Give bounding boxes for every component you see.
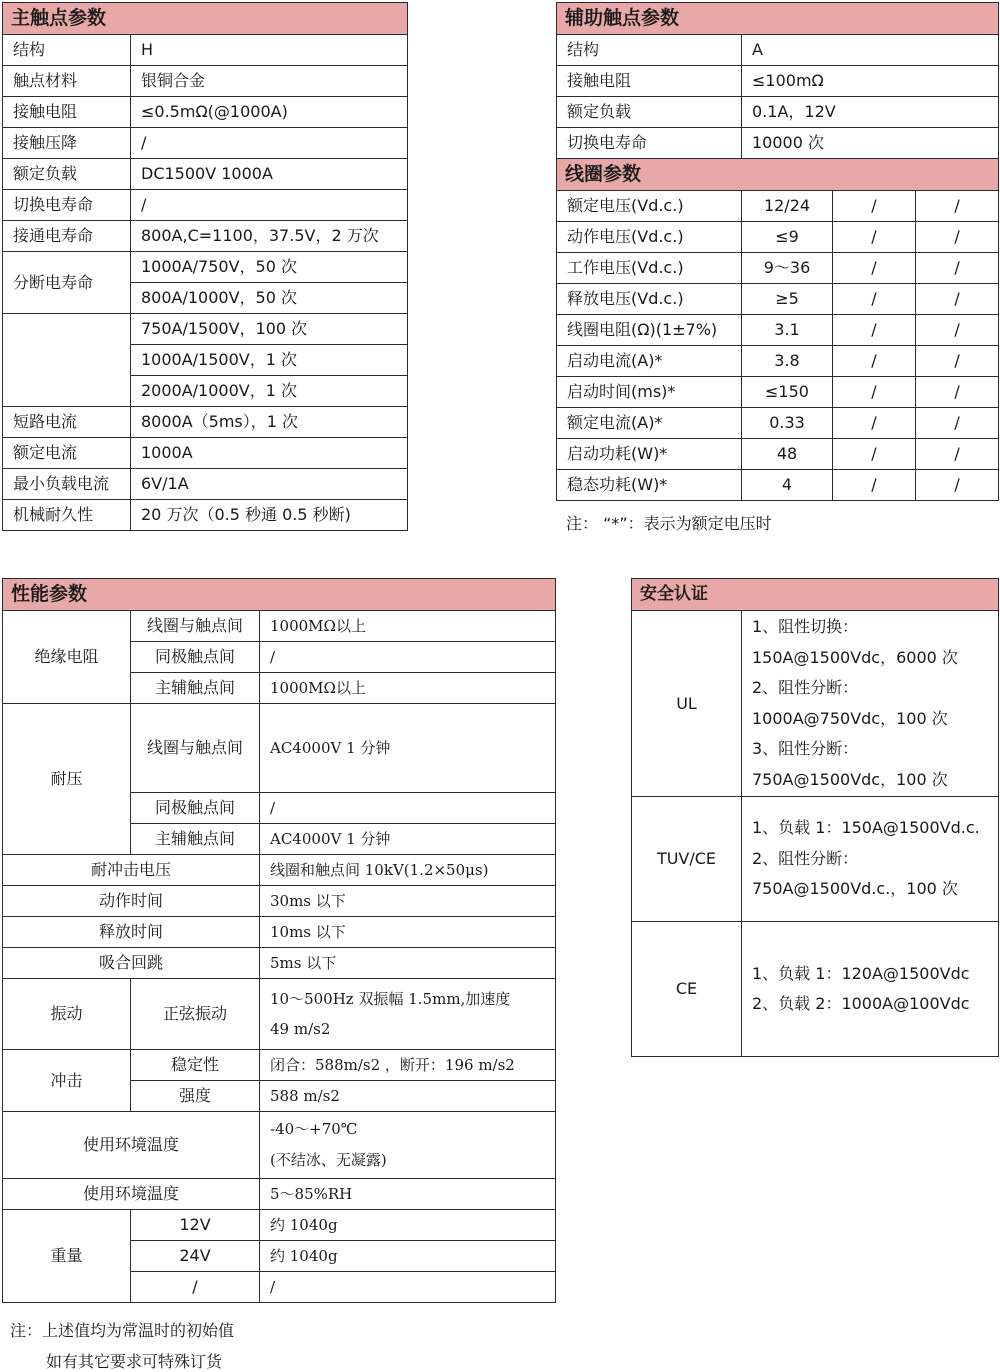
- row-value: DC1500V 1000A: [131, 159, 408, 190]
- row-label: 接触电阻: [557, 66, 742, 97]
- row-value: 1000MΩ以上: [260, 673, 556, 704]
- row-value: 1000A: [131, 438, 408, 469]
- temperature-value-line: -40～+70℃: [270, 1120, 358, 1138]
- row-value: 银铜合金: [131, 66, 408, 97]
- row-value: /: [916, 377, 999, 408]
- table-row: [557, 253, 999, 284]
- row-sublabel: 稳定性: [131, 1050, 260, 1081]
- table-row: [3, 252, 408, 283]
- cert-line: 150A@1500Vdc，6000 次: [752, 647, 958, 667]
- row-value: 4: [742, 470, 833, 501]
- row-label: 释放电压(Vd.c.): [557, 284, 742, 315]
- row-label: 绝缘电阻: [3, 611, 131, 704]
- row-value: 48: [742, 439, 833, 470]
- cert-line: 3、阻性分断：: [752, 739, 859, 758]
- empty-label-cell: [3, 314, 131, 407]
- table-row: [557, 284, 999, 315]
- row-value: 5ms 以下: [260, 948, 556, 979]
- table-row: [557, 35, 999, 66]
- row-value: 12/24: [742, 191, 833, 222]
- row-label: 最小负载电流: [3, 469, 131, 500]
- cert-line: 750A@1500Vdc，100 次: [752, 769, 948, 789]
- row-label: 启动电流(A)*: [557, 346, 742, 377]
- row-value: /: [833, 439, 916, 470]
- cert-detail: [742, 922, 999, 1057]
- row-value: /: [833, 346, 916, 377]
- performance-section: [2, 578, 556, 1303]
- table-row: [3, 886, 556, 917]
- row-label: 动作时间: [3, 886, 260, 917]
- row-value: /: [916, 284, 999, 315]
- table-row: [632, 797, 999, 922]
- row-value: A: [742, 35, 999, 66]
- row-value: /: [833, 315, 916, 346]
- table-row: [3, 1050, 556, 1081]
- main-contact-title: 主触点参数: [3, 3, 408, 35]
- row-value: 800A,C=1100，37.5V，2 万次: [131, 221, 408, 252]
- table-row: [3, 1112, 556, 1179]
- row-value: /: [833, 253, 916, 284]
- row-value: ≤9: [742, 222, 833, 253]
- row-value: 750A/1500V，100 次: [131, 314, 408, 345]
- aux-contact-title: 辅助触点参数: [557, 3, 999, 35]
- row-label: 机械耐久性: [3, 500, 131, 531]
- row-value: /: [916, 191, 999, 222]
- row-sublabel: 正弦振动: [131, 979, 260, 1050]
- row-sublabel: 主辅触点间: [131, 824, 260, 855]
- row-value: /: [833, 470, 916, 501]
- row-value: 闭合：588m/s2 ，断开：196 m/s2: [260, 1050, 556, 1081]
- row-value: 约 1040g: [260, 1210, 556, 1241]
- row-label: 短路电流: [3, 407, 131, 438]
- cert-detail: [742, 611, 999, 797]
- table-row: [3, 704, 556, 793]
- row-value: 10000 次: [742, 128, 999, 159]
- row-value: 3.1: [742, 315, 833, 346]
- table-row: [557, 439, 999, 470]
- cert-line: 2、负载 2：1000A@100Vdc: [752, 994, 970, 1013]
- performance-note: 注：上述值均为常温时的初始值: [10, 1321, 235, 1340]
- row-value: AC4000V 1 分钟: [260, 824, 556, 855]
- cert-name: TUV/CE: [632, 797, 742, 922]
- row-value: 1000A/750V，50 次: [131, 252, 408, 283]
- row-sublabel: 线圈与触点间: [131, 611, 260, 642]
- row-value: 1000MΩ以上: [260, 611, 556, 642]
- row-value: 约 1040g: [260, 1241, 556, 1272]
- row-sublabel: /: [131, 1272, 260, 1303]
- aux-coil-section: [556, 2, 999, 501]
- row-value: 1000A/1500V，1 次: [131, 345, 408, 376]
- row-value: /: [916, 222, 999, 253]
- table-row: [632, 922, 999, 1057]
- row-value: 0.33: [742, 408, 833, 439]
- row-label: 启动功耗(W)*: [557, 439, 742, 470]
- main-contact-table: [2, 2, 408, 531]
- row-value: 3.8: [742, 346, 833, 377]
- row-value: 6V/1A: [131, 469, 408, 500]
- cert-line: 1、负载 1：150A@1500Vd.c.: [752, 818, 980, 838]
- table-row: [3, 221, 408, 252]
- row-label: 工作电压(Vd.c.): [557, 253, 742, 284]
- row-value: 2000A/1000V，1 次: [131, 376, 408, 407]
- row-sublabel: 主辅触点间: [131, 673, 260, 704]
- table-row: [557, 66, 999, 97]
- vibration-value-line: 49 m/s2: [270, 1020, 331, 1038]
- row-value: 30ms 以下: [260, 886, 556, 917]
- row-value: 8000A（5ms），1 次: [131, 407, 408, 438]
- row-value: H: [131, 35, 408, 66]
- table-row: [3, 314, 408, 345]
- row-label: 吸合回跳: [3, 948, 260, 979]
- coil-title: 线圈参数: [557, 159, 999, 191]
- table-row: [3, 1179, 556, 1210]
- row-label: 结构: [3, 35, 131, 66]
- row-label: 额定电流(A)*: [557, 408, 742, 439]
- certification-section: [631, 578, 999, 1057]
- table-row: [557, 315, 999, 346]
- row-value: /: [131, 190, 408, 221]
- row-value: /: [916, 346, 999, 377]
- row-label: 动作电压(Vd.c.): [557, 222, 742, 253]
- row-label: 振动: [3, 979, 131, 1050]
- cert-line: 2、阻性分断：: [752, 848, 859, 868]
- table-row: [557, 97, 999, 128]
- aux-coil-table: [556, 2, 999, 501]
- row-value: /: [260, 1272, 556, 1303]
- row-value: /: [833, 284, 916, 315]
- row-value: /: [916, 315, 999, 346]
- table-row: [632, 611, 999, 797]
- row-value: /: [916, 253, 999, 284]
- performance-table: [2, 578, 556, 1303]
- row-value: 0.1A，12V: [742, 97, 999, 128]
- table-row: [3, 469, 408, 500]
- row-value: /: [916, 439, 999, 470]
- coil-note: 注： “*”：表示为额定电压时: [566, 514, 772, 533]
- row-label: 耐冲击电压: [3, 855, 260, 886]
- row-label: 耐压: [3, 704, 131, 855]
- table-row: [557, 470, 999, 501]
- row-label: 分断电寿命: [3, 252, 131, 314]
- table-row: [3, 35, 408, 66]
- row-label: 额定负载: [557, 97, 742, 128]
- table-row: [3, 979, 556, 1050]
- table-row: [3, 190, 408, 221]
- table-row: [3, 611, 556, 642]
- temperature-value: [260, 1112, 556, 1179]
- cert-line: 1、阻性切换：: [752, 617, 859, 636]
- row-sublabel: 同极触点间: [131, 642, 260, 673]
- row-value: 10ms 以下: [260, 917, 556, 948]
- performance-title: 性能参数: [3, 579, 556, 611]
- row-value: /: [260, 793, 556, 824]
- row-sublabel: 24V: [131, 1241, 260, 1272]
- row-sublabel: 12V: [131, 1210, 260, 1241]
- cert-line: 750A@1500Vd.c.，100 次: [752, 879, 958, 899]
- row-label: 使用环境温度: [3, 1112, 260, 1179]
- row-label: 切换电寿命: [557, 128, 742, 159]
- cert-line: 2、阻性分断：: [752, 678, 859, 697]
- row-label: 额定负载: [3, 159, 131, 190]
- table-row: [3, 407, 408, 438]
- certification-table: [631, 578, 999, 1057]
- table-row: [3, 97, 408, 128]
- row-value: 588 m/s2: [260, 1081, 556, 1112]
- row-value: 800A/1000V，50 次: [131, 283, 408, 314]
- table-row: [3, 128, 408, 159]
- row-value: ≤150: [742, 377, 833, 408]
- row-label: 线圈电阻(Ω)(1±7%): [557, 315, 742, 346]
- row-value: /: [916, 470, 999, 501]
- table-row: [3, 917, 556, 948]
- table-row: [3, 855, 556, 886]
- row-value: ≥5: [742, 284, 833, 315]
- table-row: [3, 66, 408, 97]
- table-row: [3, 159, 408, 190]
- row-value: 线圈和触点间 10kV(1.2×50μs): [260, 855, 556, 886]
- row-value: 5～85%RH: [260, 1179, 556, 1210]
- row-value: /: [131, 128, 408, 159]
- row-value: /: [833, 191, 916, 222]
- cert-line: 1000A@750Vdc，100 次: [752, 708, 948, 728]
- table-row: [557, 191, 999, 222]
- row-value: AC4000V 1 分钟: [260, 704, 556, 793]
- performance-note: 如有其它要求可特殊订货: [46, 1352, 223, 1371]
- table-row: [3, 1210, 556, 1241]
- row-value: /: [916, 408, 999, 439]
- cert-name: CE: [632, 922, 742, 1057]
- row-value: /: [833, 377, 916, 408]
- temperature-value-line: (不结冰、无凝露): [270, 1151, 387, 1169]
- row-value: 9～36: [742, 253, 833, 284]
- row-label: 接触压降: [3, 128, 131, 159]
- vibration-value-line: 10～500Hz 双振幅 1.5mm,加速度: [270, 990, 511, 1008]
- row-label: 切换电寿命: [3, 190, 131, 221]
- main-contact-section: [2, 2, 408, 531]
- row-label: 使用环境温度: [3, 1179, 260, 1210]
- row-label: 额定电流: [3, 438, 131, 469]
- cert-line: 1、负载 1：120A@1500Vdc: [752, 963, 970, 983]
- vibration-value: [260, 979, 556, 1050]
- row-label: 冲击: [3, 1050, 131, 1112]
- row-sublabel: 强度: [131, 1081, 260, 1112]
- table-row: [3, 948, 556, 979]
- row-value: /: [833, 408, 916, 439]
- row-label: 释放时间: [3, 917, 260, 948]
- row-label: 接触电阻: [3, 97, 131, 128]
- row-label: 重量: [3, 1210, 131, 1303]
- row-label: 稳态功耗(W)*: [557, 470, 742, 501]
- certification-title: 安全认证: [632, 579, 999, 611]
- row-label: 结构: [557, 35, 742, 66]
- row-label: 接通电寿命: [3, 221, 131, 252]
- table-row: [557, 222, 999, 253]
- cert-detail: [742, 797, 999, 922]
- row-value: 20 万次（0.5 秒通 0.5 秒断): [131, 500, 408, 531]
- table-row: [557, 128, 999, 159]
- table-row: [557, 346, 999, 377]
- row-sublabel: 同极触点间: [131, 793, 260, 824]
- row-value: ≤100mΩ: [742, 66, 999, 97]
- row-sublabel: 线圈与触点间: [131, 704, 260, 793]
- table-row: [557, 408, 999, 439]
- table-row: [557, 377, 999, 408]
- table-row: [3, 500, 408, 531]
- row-value: ≤0.5mΩ(@1000A): [131, 97, 408, 128]
- row-label: 额定电压(Vd.c.): [557, 191, 742, 222]
- table-row: [3, 438, 408, 469]
- row-label: 启动时间(ms)*: [557, 377, 742, 408]
- row-value: /: [260, 642, 556, 673]
- row-value: /: [833, 222, 916, 253]
- cert-name: UL: [632, 611, 742, 797]
- row-label: 触点材料: [3, 66, 131, 97]
